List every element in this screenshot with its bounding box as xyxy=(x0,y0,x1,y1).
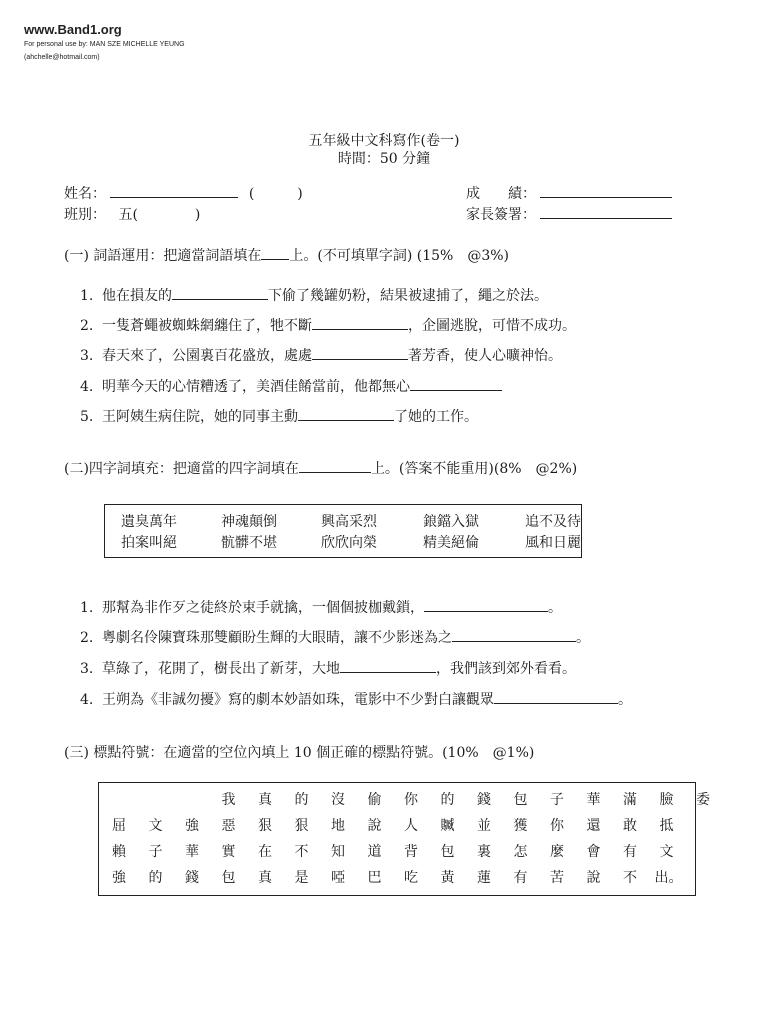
passage-char: 說 xyxy=(367,818,382,834)
name-blank[interactable] xyxy=(110,185,238,198)
passage-char: 真 xyxy=(258,870,272,886)
question-number: 4. xyxy=(80,692,94,708)
passage-char: 會 xyxy=(586,844,601,860)
passage-char: 贓 xyxy=(440,818,455,834)
question-number: 4. xyxy=(80,379,94,395)
passage-char: 惡 xyxy=(221,818,236,834)
class-label: 班別： xyxy=(64,207,106,223)
name-paren-close: ) xyxy=(297,186,303,202)
question-text: ，企圖逃脫，可惜不成功。 xyxy=(408,318,576,334)
time-limit: 時間：50 分鐘 xyxy=(337,151,431,167)
question-number: 3. xyxy=(80,348,94,364)
passage-char: 包 xyxy=(513,792,528,808)
word-bank-item: 拍案叫絕 xyxy=(121,535,177,551)
name-field xyxy=(64,183,303,203)
passage-char: 有 xyxy=(513,870,528,886)
passage-char: 抵 xyxy=(659,818,674,834)
passage-char: 文 xyxy=(148,818,163,834)
passage-char: 你 xyxy=(550,818,564,834)
section2-heading-end: 上。(答案不能重用)(8% @2%) xyxy=(370,461,578,477)
passage-char: 實 xyxy=(221,844,236,860)
question-text: 明華今天的心情糟透了，美酒佳餚當前，他都無心 xyxy=(102,379,410,395)
passage-char: 黃 xyxy=(440,870,455,886)
s1-question-2 xyxy=(80,315,576,335)
watermark-site: www.Band1.org xyxy=(24,22,122,37)
passage-char: 的 xyxy=(440,792,455,808)
word-bank-item: 追不及待 xyxy=(525,514,581,530)
passage-row xyxy=(99,789,710,809)
passage-char: 滿 xyxy=(623,792,637,808)
s2-question-2 xyxy=(80,627,590,647)
question-text: 王朔為《非誠勿擾》寫的劇本妙語如珠，電影中不少對白讓觀眾 xyxy=(102,692,494,708)
question-text: 了她的工作。 xyxy=(394,409,478,425)
question-number: 3. xyxy=(80,661,94,677)
score-field xyxy=(466,183,672,203)
passage-char: 華 xyxy=(185,844,199,860)
answer-blank[interactable] xyxy=(298,408,394,421)
passage-char: 人 xyxy=(404,818,418,834)
passage-char: 有 xyxy=(623,844,637,860)
word-bank-item: 鋃鐺入獄 xyxy=(423,514,479,530)
answer-blank[interactable] xyxy=(312,347,408,360)
passage-char: 是 xyxy=(294,870,309,886)
passage-char: 錢 xyxy=(185,870,199,886)
score-blank[interactable] xyxy=(540,185,672,198)
passage-char: 苦 xyxy=(550,870,564,886)
s1-question-3 xyxy=(80,345,562,365)
section1-heading-blank xyxy=(261,247,289,260)
question-text: 草綠了，花開了，樹長出了新芽，大地 xyxy=(102,661,340,677)
passage-char: 說 xyxy=(586,870,601,886)
parent-signature-field xyxy=(466,204,672,224)
passage-char: 錢 xyxy=(477,792,491,808)
page-title: 五年級中文科寫作(卷一) xyxy=(308,133,460,149)
passage-char: 不 xyxy=(294,844,309,860)
question-number: 2. xyxy=(80,630,94,646)
question-text: 那幫為非作歹之徒終於束手就擒，一個個披枷戴鎖， xyxy=(102,600,424,616)
answer-blank[interactable] xyxy=(424,599,548,612)
passage-char: 的 xyxy=(148,870,163,886)
class-value: 五( xyxy=(118,207,138,223)
parent-signature-blank[interactable] xyxy=(540,206,672,219)
word-bank-box xyxy=(104,504,582,558)
passage-char: 賴 xyxy=(112,844,126,860)
passage-char: 的 xyxy=(294,792,309,808)
passage-char: 文 xyxy=(659,844,674,860)
s1-question-1 xyxy=(80,285,548,305)
passage-char: 獲 xyxy=(513,818,528,834)
passage-char: 在 xyxy=(258,844,272,860)
s1-question-4 xyxy=(80,376,502,396)
section2-heading xyxy=(64,458,577,478)
passage-char: 強 xyxy=(112,870,126,886)
answer-blank[interactable] xyxy=(312,317,408,330)
question-number: 1. xyxy=(80,288,94,304)
section2-heading-text: (二)四字詞填充：把適當的四字詞填在 xyxy=(64,461,299,477)
passage-char: 裏 xyxy=(477,844,491,860)
passage-char: 啞 xyxy=(331,870,345,886)
question-text: 粵劇名伶陳寶珠那雙顧盼生輝的大眼睛，讓不少影迷為之 xyxy=(102,630,452,646)
passage-char: 敢 xyxy=(623,818,637,834)
passage-char: 偷 xyxy=(367,792,382,808)
watermark-email: (ahchelle@hotmail.com) xyxy=(24,54,100,61)
passage-char: 怎 xyxy=(513,844,528,860)
passage-char: 麼 xyxy=(550,844,564,860)
name-paren-open: ( xyxy=(248,186,255,202)
passage-char: 子 xyxy=(550,792,564,808)
section2-heading-blank xyxy=(299,460,371,473)
passage-char: 委 xyxy=(696,792,710,808)
punctuation-passage-box xyxy=(98,782,710,896)
question-text: 。 xyxy=(618,692,632,708)
answer-blank[interactable] xyxy=(494,691,618,704)
name-label: 姓名： xyxy=(64,186,106,202)
question-text: ，我們該到郊外看看。 xyxy=(436,661,576,677)
word-bank-item: 骯髒不堪 xyxy=(221,535,277,551)
passage-char: 包 xyxy=(440,844,455,860)
question-text: 他在損友的 xyxy=(102,288,172,304)
answer-blank[interactable] xyxy=(172,287,268,300)
section1-heading-text: (一) 詞語運用：把適當詞語填在 xyxy=(64,248,262,264)
question-number: 2. xyxy=(80,318,94,334)
answer-blank[interactable] xyxy=(452,629,576,642)
answer-blank[interactable] xyxy=(410,378,502,391)
word-bank-item: 神魂顛倒 xyxy=(221,514,277,530)
passage-char: 道 xyxy=(367,844,382,860)
question-number: 5. xyxy=(80,409,94,425)
watermark-user: For personal use by: MAN SZE MICHELLE YEUNG xyxy=(24,41,185,48)
passage-char: 吃 xyxy=(404,870,418,886)
passage-char: 狠 xyxy=(294,818,309,834)
passage-char: 屈 xyxy=(112,818,126,834)
passage-char: 巴 xyxy=(367,870,382,886)
passage-char: 蓮 xyxy=(477,870,491,886)
passage-row xyxy=(99,815,695,835)
passage-char: 狠 xyxy=(258,818,272,834)
s2-question-3 xyxy=(80,658,576,678)
passage-char: 地 xyxy=(331,818,345,834)
passage-row xyxy=(99,841,695,861)
question-text: 下偷了幾罐奶粉，結果被逮捕了，繩之於法。 xyxy=(268,288,548,304)
passage-char: 你 xyxy=(404,792,418,808)
question-text: 。 xyxy=(548,600,562,616)
word-bank-item: 精美絕倫 xyxy=(423,535,479,551)
s2-question-4 xyxy=(80,689,632,709)
s1-question-5 xyxy=(80,406,478,426)
question-text: 一隻蒼蠅被蜘蛛網纏住了，牠不斷 xyxy=(102,318,312,334)
section1-heading xyxy=(64,245,509,265)
question-text: 王阿姨生病住院，她的同事主動 xyxy=(102,409,298,425)
passage-row xyxy=(99,867,695,887)
word-bank-item: 遺臭萬年 xyxy=(121,514,177,530)
parent-signature-label: 家長簽署： xyxy=(466,207,536,223)
word-bank-item: 興高采烈 xyxy=(321,514,377,530)
question-number: 1. xyxy=(80,600,94,616)
word-bank-item: 風和日麗 xyxy=(525,535,581,551)
passage-char: 華 xyxy=(586,792,601,808)
s2-question-1 xyxy=(80,597,562,617)
passage-char: 我 xyxy=(221,792,236,808)
question-text: 著芳香，使人心曠神怡。 xyxy=(408,348,562,364)
passage-char: 不 xyxy=(623,870,637,886)
passage-char: 知 xyxy=(331,844,345,860)
passage-char: 背 xyxy=(404,844,418,860)
question-text: 春天來了，公園裏百花盛放，處處 xyxy=(102,348,312,364)
passage-char: 子 xyxy=(148,844,163,860)
passage-char: 還 xyxy=(586,818,601,834)
word-bank-item: 欣欣向榮 xyxy=(321,535,377,551)
class-close: ) xyxy=(194,207,201,223)
section1-heading-end: 上。(不可填單字詞) (15% @3%) xyxy=(289,248,509,264)
passage-char: 並 xyxy=(477,818,491,834)
answer-blank[interactable] xyxy=(340,660,436,673)
class-field xyxy=(64,204,200,224)
passage-char: 強 xyxy=(185,818,199,834)
passage-char: 真 xyxy=(258,792,272,808)
passage-char: 沒 xyxy=(331,792,345,808)
passage-char: 臉 xyxy=(659,792,674,808)
section3-heading: (三) 標點符號：在適當的空位內填上 10 個正確的標點符號。(10% @1%) xyxy=(64,745,535,761)
score-label: 成 績： xyxy=(466,186,536,202)
question-text: 。 xyxy=(576,630,590,646)
passage-char: 出。 xyxy=(654,870,683,886)
passage-char: 包 xyxy=(221,870,236,886)
